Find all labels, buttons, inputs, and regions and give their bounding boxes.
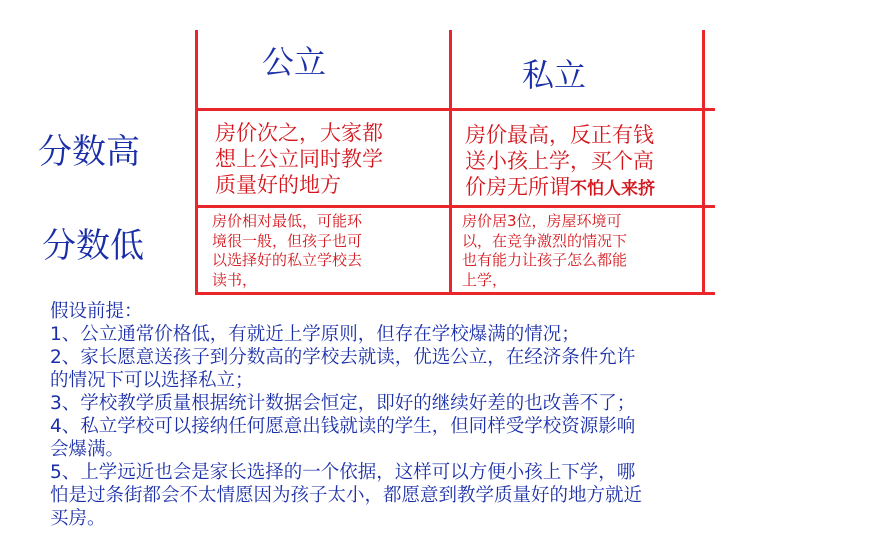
table-vline-left <box>195 30 198 295</box>
col-header-private: 私立 <box>522 56 587 94</box>
cell-low-private <box>462 212 627 290</box>
cell-line: 以，在竞争激烈的情况下 <box>462 231 628 250</box>
cell-line: 也有能力让孩子怎么都能 <box>462 251 628 269</box>
row-header-high: 分数高 <box>38 132 140 172</box>
cell-line: 以选择好的私立学校去 <box>212 251 363 269</box>
table-hline-3 <box>195 292 715 295</box>
notes-line: 的情况下可以选择私立； <box>50 370 254 391</box>
notes-line: 怕是过条街都会不太情愿因为孩子太小，都愿意到教学质量好的地方就近 <box>50 485 643 506</box>
table-hline-2 <box>195 205 715 208</box>
cell-line: 房价次之，大家都 <box>215 121 383 145</box>
table-hline-1 <box>195 108 715 111</box>
col-header-public: 公立 <box>262 43 327 81</box>
cell-line: 房价居3位，房屋环境可 <box>462 212 622 230</box>
cell-line: 房价最高，反正有钱 <box>465 123 654 147</box>
cell-line: 上学， <box>462 270 508 289</box>
notes-line: 5、上学远近也会是家长选择的一个依据，这样可以方便小孩上下学，哪 <box>50 462 636 483</box>
notes-line: 会爆满。 <box>50 439 125 460</box>
table-vline-right <box>702 30 705 295</box>
cell-line: 送小孩上学，买个高 <box>465 149 654 173</box>
notes-line: 3、学校教学质量根据统计数据会恒定，即好的继续好差的也改善不了； <box>50 393 636 414</box>
cell-high-private <box>465 122 655 202</box>
cell-line-text: 价房无所谓 <box>465 175 570 199</box>
notes-line: 买房。 <box>50 508 106 529</box>
cell-high-public <box>215 120 383 198</box>
assumptions-notes <box>50 300 642 530</box>
row-header-low: 分数低 <box>42 226 144 266</box>
cell-line: 质量好的地方 <box>215 173 341 197</box>
notes-title: 假设前提： <box>50 301 143 322</box>
notes-line: 4、私立学校可以接纳任何愿意出钱就读的学生，但同样受学校资源影响 <box>50 416 636 437</box>
cell-line-bold: 不怕人来挤 <box>570 179 655 199</box>
cell-line: 想上公立同时教学 <box>215 147 383 171</box>
cell-line <box>465 174 655 202</box>
cell-line: 读书， <box>212 270 258 289</box>
cell-low-public <box>212 212 362 290</box>
cell-line: 境很一般，但孩子也可 <box>212 231 363 250</box>
table-vline-middle <box>449 30 452 295</box>
cell-line: 房价相对最低，可能环 <box>212 212 363 230</box>
notes-line: 2、家长愿意送孩子到分数高的学校去就读，优选公立，在经济条件允许 <box>50 347 636 368</box>
notes-line: 1、公立通常价格低，有就近上学原则，但存在学校爆满的情况； <box>50 324 580 345</box>
